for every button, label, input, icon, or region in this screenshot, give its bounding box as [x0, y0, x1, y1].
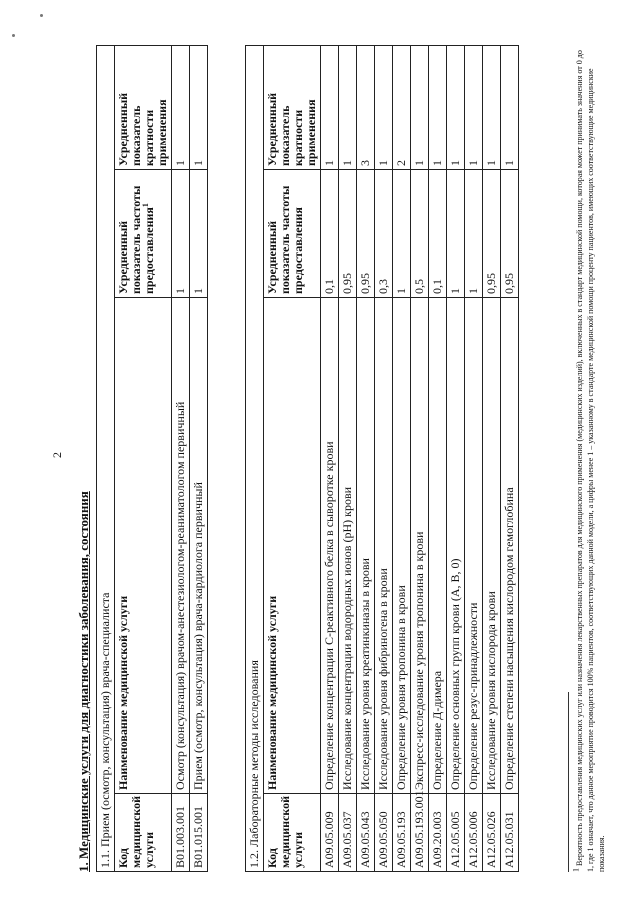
header-code: Код медицинской услуги — [115, 794, 172, 872]
cell-name: Осмотр (консультация) врачом-анестезиологом-реаниматологом первичный — [172, 298, 190, 794]
cell-multiplicity: 3 — [357, 45, 375, 169]
table-row — [465, 45, 483, 871]
table-row — [483, 45, 501, 871]
table-row — [339, 45, 357, 871]
section-title: 1. Медицинские услуги для диагностики заболевания, состояния — [76, 491, 91, 872]
footnote-mark: 1 — [141, 203, 150, 208]
cell-frequency: 0,95 — [483, 170, 501, 298]
table-row — [447, 45, 465, 871]
table-row — [375, 45, 393, 871]
cell-frequency: 0,1 — [321, 170, 339, 298]
cell-code: A09.05.043 — [357, 794, 375, 872]
cell-code: A09.05.193 — [393, 794, 411, 872]
table-row — [429, 45, 447, 871]
cell-multiplicity: 1 — [447, 45, 465, 169]
consultations-body — [172, 46, 208, 872]
cell-frequency: 1 — [172, 170, 190, 298]
header-multiplicity: Усредненный показатель кратности применения — [264, 45, 321, 169]
cell-name: Исследование уровня кислорода крови — [483, 298, 501, 794]
cell-frequency: 0,95 — [339, 170, 357, 298]
cell-code: A09.05.193.001 — [411, 794, 429, 872]
table-row — [411, 45, 429, 871]
cell-code: A09.05.009 — [321, 794, 339, 872]
cell-name: Исследование уровня фибриногена в крови — [375, 298, 393, 794]
cell-multiplicity: 1 — [483, 45, 501, 169]
cell-multiplicity: 1 — [501, 45, 519, 169]
header-name: Наименование медицинской услуги — [115, 298, 172, 794]
consultations-table — [96, 45, 208, 872]
table-row — [321, 45, 339, 871]
cell-multiplicity: 2 — [393, 45, 411, 169]
cell-name: Экспресс-исследование уровня тропонина в крови — [411, 298, 429, 794]
footnote-divider — [568, 692, 569, 872]
cell-name: Определение степени насыщения кислородом гемоглобина — [501, 298, 519, 794]
page-number: 2 — [50, 452, 64, 458]
footnote-text: Вероятность предоставления медицинских услуг или назначения лекарственных препаратов для медицинского применения (медицинских изделий), включенных в стандарт медицинской помощи, которая может принимать значения от 0 до 1, где 1 означает, что данное мероприятие проводится 100% пациентов, соответствующих данной модели, а цифры менее 1 – указанному в стандарте медицинской помощи проценту пациентов, имеющих соответствующие медицинские показания. — [575, 50, 606, 872]
cell-code: A09.20.003 — [429, 794, 447, 872]
cell-name: Исследование уровня креатинкиназы в крови — [357, 298, 375, 794]
table-subtitle: 1.2. Лабораторные методы исследования — [246, 45, 264, 871]
table-row — [190, 46, 208, 872]
header-name: Наименование медицинской услуги — [264, 298, 321, 794]
header-frequency: Усредненный показатель частоты предоставления — [264, 170, 321, 298]
cell-frequency: 0,3 — [375, 170, 393, 298]
cell-multiplicity: 1 — [339, 45, 357, 169]
cell-name: Прием (осмотр, консультация) врача-кардиолога первичный — [190, 298, 208, 794]
lab-tests-table — [245, 45, 519, 872]
cell-code: A12.05.005 — [447, 794, 465, 872]
table-subtitle-row — [97, 46, 115, 872]
table-row — [172, 46, 190, 872]
cell-multiplicity: 1 — [465, 45, 483, 169]
cell-frequency: 0,95 — [501, 170, 519, 298]
cell-frequency: 0,95 — [357, 170, 375, 298]
table-header-row — [264, 45, 321, 871]
cell-multiplicity: 1 — [429, 45, 447, 169]
footnote — [571, 46, 607, 872]
cell-name: Определение резус-принадлежности — [465, 298, 483, 794]
cell-frequency: 0,1 — [429, 170, 447, 298]
header-multiplicity: Усредненный показатель кратности применения — [115, 46, 172, 170]
cell-frequency: 1 — [465, 170, 483, 298]
cell-code: A09.05.037 — [339, 794, 357, 872]
header-frequency: Усредненный показатель частоты предоставления$^1$ — [115, 170, 172, 298]
cell-name: Определение уровня тропонина в крови — [393, 298, 411, 794]
lab-tests-body — [321, 45, 519, 871]
cell-multiplicity: 1 — [190, 46, 208, 170]
header-code: Код медицинской услуги — [264, 794, 321, 872]
scan-speck — [40, 14, 43, 17]
cell-multiplicity: 1 — [375, 45, 393, 169]
cell-frequency: 1 — [190, 170, 208, 298]
footnote-number: 1 — [571, 868, 581, 872]
table-subtitle: 1.1. Прием (осмотр, консультация) врача-специалиста — [97, 46, 115, 872]
cell-code: B01.003.001 — [172, 794, 190, 872]
table-row — [393, 45, 411, 871]
cell-code: A12.05.006 — [465, 794, 483, 872]
cell-multiplicity: 1 — [411, 45, 429, 169]
cell-code: A12.05.026 — [483, 794, 501, 872]
cell-name: Определение концентрации С-реактивного белка в сыворотке крови — [321, 298, 339, 794]
cell-multiplicity: 1 — [321, 45, 339, 169]
table-header-row — [115, 46, 172, 872]
table-row — [357, 45, 375, 871]
cell-name: Определение основных групп крови (A, B, 0) — [447, 298, 465, 794]
cell-code: A09.05.050 — [375, 794, 393, 872]
rotated-content — [40, 33, 620, 878]
cell-name: Исследование концентрации водородных ионов (pH) крови — [339, 298, 357, 794]
cell-multiplicity: 1 — [172, 46, 190, 170]
scan-speck — [12, 34, 15, 37]
cell-frequency: 0,5 — [411, 170, 429, 298]
cell-frequency: 1 — [393, 170, 411, 298]
cell-code: A12.05.031 — [501, 794, 519, 872]
table-subtitle-row — [246, 45, 264, 871]
cell-frequency: 1 — [447, 170, 465, 298]
table-row — [501, 45, 519, 871]
cell-code: B01.015.001 — [190, 794, 208, 872]
cell-name: Определение Д-димера — [429, 298, 447, 794]
